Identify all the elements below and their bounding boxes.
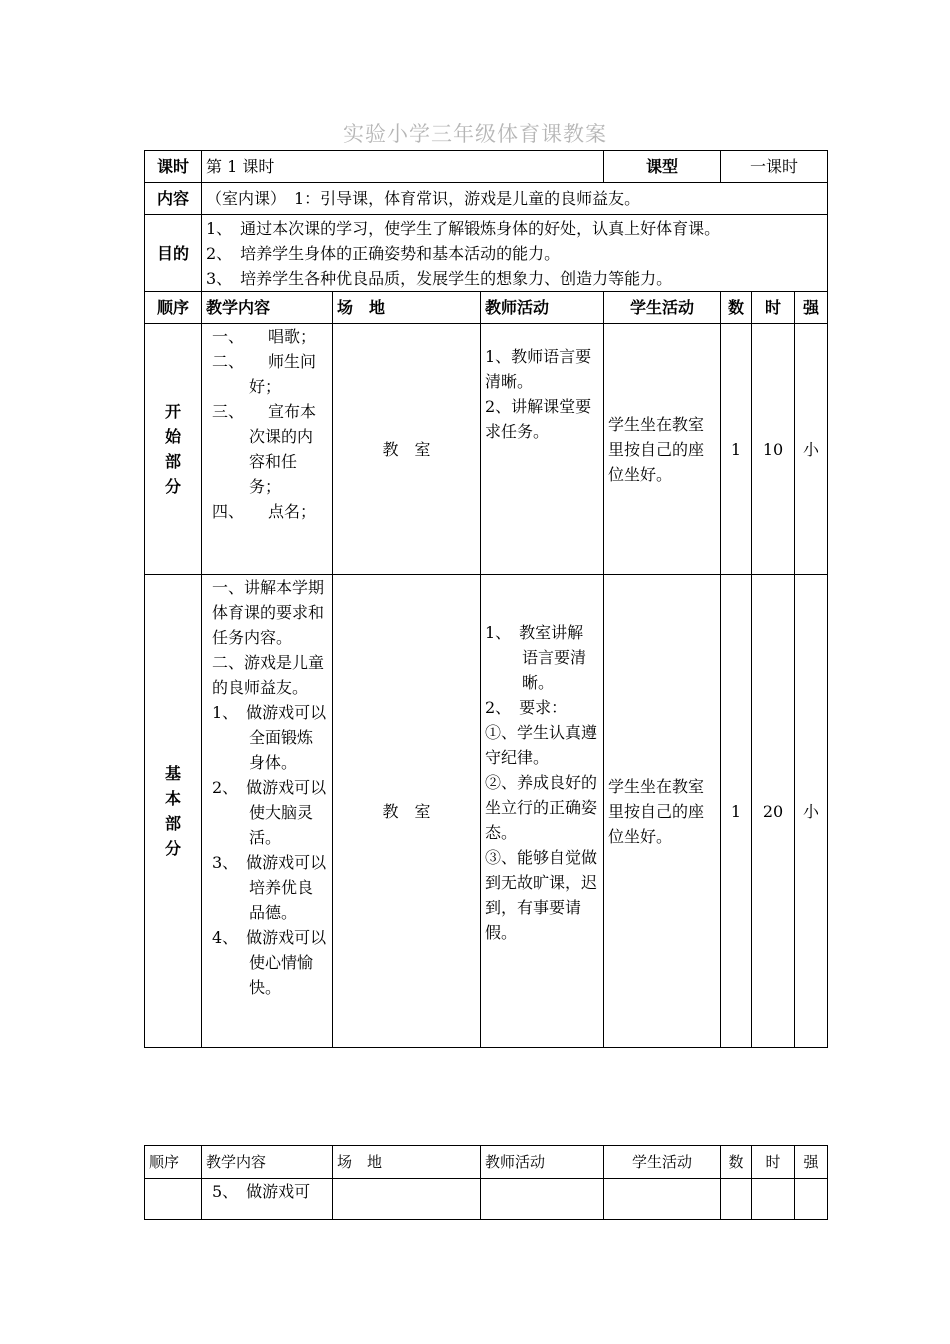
lesson-plan-table xyxy=(144,150,828,1048)
section-venue: 教 室 xyxy=(333,575,481,1048)
section-student: 学生坐在教室里按自己的座位坐好。 xyxy=(604,575,721,1048)
lesson-value: 第 1 课时 xyxy=(202,151,604,183)
col-student: 学生活动 xyxy=(604,1146,721,1179)
type-label: 课型 xyxy=(604,151,721,183)
col-teacher: 教师活动 xyxy=(481,292,604,324)
col-time: 时 xyxy=(752,292,795,324)
section-name: 基 本 部 分 xyxy=(145,575,202,1048)
table-row xyxy=(145,324,828,575)
cell-empty xyxy=(752,1179,795,1220)
section-count: 1 xyxy=(721,575,752,1048)
content-value: （室内课） 1：引导课，体育常识，游戏是儿童的良师益友。 xyxy=(202,183,828,215)
goals-cell xyxy=(202,215,828,292)
col-intensity: 强 xyxy=(795,292,828,324)
cell-empty xyxy=(333,1179,481,1220)
content-label: 内容 xyxy=(145,183,202,215)
col-time: 时 xyxy=(752,1146,795,1179)
type-value: 一课时 xyxy=(721,151,828,183)
col-intensity: 强 xyxy=(795,1146,828,1179)
col-count: 数 xyxy=(721,292,752,324)
section-teacher: 1、教师语言要清晰。 2、讲解课堂要求任务。 xyxy=(481,324,604,575)
section-name: 开 始 部 分 xyxy=(145,324,202,575)
section-count: 1 xyxy=(721,324,752,575)
col-student: 学生活动 xyxy=(604,292,721,324)
section-time: 20 xyxy=(752,575,795,1048)
section-student: 学生坐在教室里按自己的座位坐好。 xyxy=(604,324,721,575)
table-row xyxy=(145,1179,828,1220)
goal-label: 目的 xyxy=(145,215,202,292)
column-header-row xyxy=(145,1146,828,1179)
document-title-watermark: 实验小学三年级体育课教案 xyxy=(343,122,607,146)
section-intensity: 小 xyxy=(795,575,828,1048)
section-intensity: 小 xyxy=(795,324,828,575)
col-content: 教学内容 xyxy=(202,1146,333,1179)
cell-empty xyxy=(481,1179,604,1220)
goal-item: 1、 通过本次课的学习，使学生了解锻炼身体的好处，认真上好体育课。 xyxy=(206,218,721,238)
section-teacher: 1、 教室讲解语言要清晰。 2、 要求： ①、学生认真遵守纪律。 ②、养成良好的坐立行的正确姿态。 ③、能够自觉做到无故旷课，迟到，有事要请假。 xyxy=(481,575,604,1048)
lesson-label: 课时 xyxy=(145,151,202,183)
section-content: 一、 唱歌； 二、 师生问好； 三、 宣布本次课的内容和任务； 四、 点名； xyxy=(202,324,333,575)
table-row xyxy=(145,575,828,1048)
col-order: 顺序 xyxy=(145,292,202,324)
col-content: 教学内容 xyxy=(202,292,333,324)
lesson-plan-table-continued xyxy=(144,1145,828,1220)
section-content: 5、 做游戏可 xyxy=(202,1179,333,1220)
section-content: 一、讲解本学期体育课的要求和任务内容。 二、游戏是儿童的良师益友。 1、 做游戏可以全面锻炼身体。 2、 做游戏可以使大脑灵活。 3、 做游戏可以培养优良品德。 4、 做游戏可以使心情愉快。 xyxy=(202,575,333,1048)
col-teacher: 教师活动 xyxy=(481,1146,604,1179)
section-venue: 教 室 xyxy=(333,324,481,575)
section-time: 10 xyxy=(752,324,795,575)
goal-item: 3、 培养学生各种优良品质，发展学生的想象力、创造力等能力。 xyxy=(206,268,673,288)
col-count: 数 xyxy=(721,1146,752,1179)
col-venue: 场 地 xyxy=(333,292,481,324)
col-order: 顺序 xyxy=(145,1146,202,1179)
column-header-row xyxy=(145,292,828,324)
col-venue: 场 地 xyxy=(333,1146,481,1179)
goal-item: 2、 培养学生身体的正确姿势和基本活动的能力。 xyxy=(206,243,561,263)
cell-empty xyxy=(145,1179,202,1220)
cell-empty xyxy=(795,1179,828,1220)
cell-empty xyxy=(721,1179,752,1220)
cell-empty xyxy=(604,1179,721,1220)
